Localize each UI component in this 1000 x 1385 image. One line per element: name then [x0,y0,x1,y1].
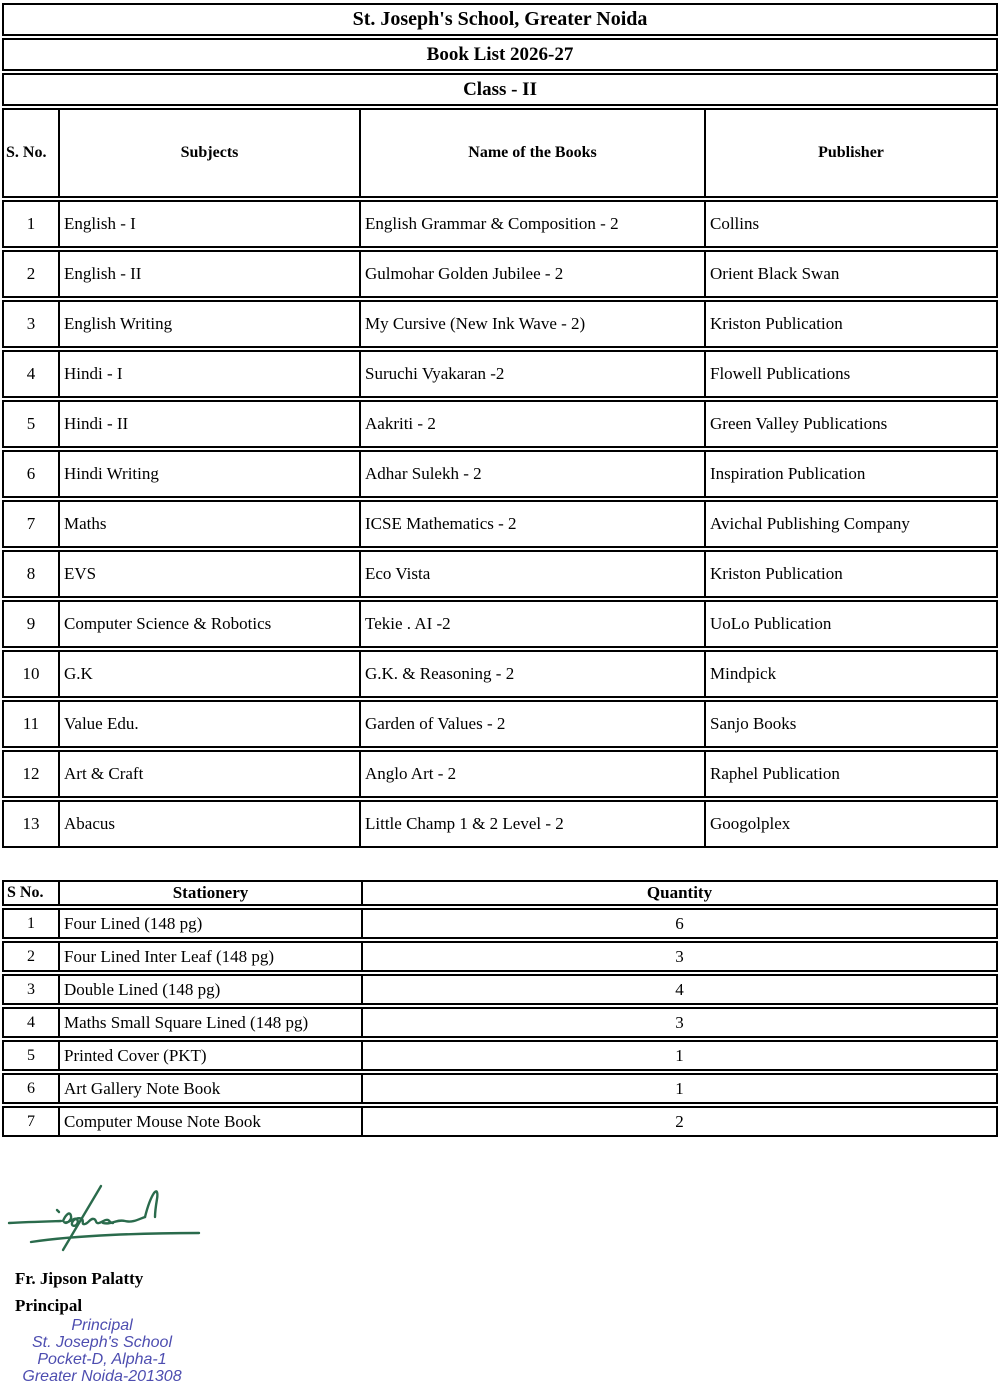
cell-book: Aakriti - 2 [360,400,705,448]
class-title-row [2,73,998,106]
header-book-name: Name of the Books [360,108,705,198]
cell-publisher: Avichal Publishing Company [705,500,998,548]
cell-item: Printed Cover (PKT) [59,1040,362,1071]
cell-publisher: Inspiration Publication [705,450,998,498]
header-publisher: Publisher [705,108,998,198]
cell-book: Tekie . AI -2 [360,600,705,648]
book-row [2,550,998,598]
cell-publisher: Flowell Publications [705,350,998,398]
book-row [2,600,998,648]
cell-book: English Grammar & Composition - 2 [360,200,705,248]
cell-publisher: Raphel Publication [705,750,998,798]
cell-book: Little Champ 1 & 2 Level - 2 [360,800,705,848]
cell-item: Art Gallery Note Book [59,1073,362,1104]
cell-item: Four Lined (148 pg) [59,908,362,939]
booklist-title: Book List 2026-27 [2,38,998,71]
cell-subject: Hindi Writing [59,450,360,498]
cell-sno: 2 [2,250,59,298]
cell-book: Anglo Art - 2 [360,750,705,798]
cell-book: My Cursive (New Ink Wave - 2) [360,300,705,348]
cell-publisher: Kriston Publication [705,550,998,598]
cell-sno: 12 [2,750,59,798]
stamp-line: Principal [71,1317,133,1334]
cell-sno: 6 [2,450,59,498]
cell-sno: 6 [2,1073,59,1104]
cell-subject: Value Edu. [59,700,360,748]
stationery-row [2,974,998,1005]
cell-sno: 9 [2,600,59,648]
cell-sno: 5 [2,1040,59,1071]
cell-sno: 4 [2,350,59,398]
school-name: St. Joseph's School, Greater Noida [2,3,998,36]
cell-sno: 5 [2,400,59,448]
header-sno: S. No. [2,108,59,198]
school-title-row [2,3,998,36]
booklist-title-row [2,38,998,71]
cell-book: ICSE Mathematics - 2 [360,500,705,548]
cell-sno: 11 [2,700,59,748]
stamp-line: Greater Noida-201308 [22,1368,182,1385]
stationery-row [2,1106,998,1137]
stamp-line: St. Joseph's School [31,1334,173,1351]
stationery-row [2,941,998,972]
book-row [2,250,998,298]
cell-publisher: Collins [705,200,998,248]
cell-subject: EVS [59,550,360,598]
cell-sno: 2 [2,941,59,972]
cell-qty: 4 [362,974,998,1005]
cell-qty: 1 [362,1040,998,1071]
cell-book: Eco Vista [360,550,705,598]
cell-sno: 1 [2,908,59,939]
cell-subject: Hindi - II [59,400,360,448]
cell-book: Garden of Values - 2 [360,700,705,748]
class-title: Class - II [2,73,998,106]
header-sno: S No. [2,880,59,906]
cell-subject: Art & Craft [59,750,360,798]
book-row [2,500,998,548]
cell-qty: 3 [362,1007,998,1038]
book-table-header-row [2,108,998,198]
cell-sno: 3 [2,974,59,1005]
stationery-row [2,1073,998,1104]
cell-book: Suruchi Vyakaran -2 [360,350,705,398]
cell-sno: 3 [2,300,59,348]
book-list-table [2,1,998,850]
cell-sno: 4 [2,1007,59,1038]
header-stationery: Stationery [59,880,362,906]
cell-qty: 1 [362,1073,998,1104]
cell-subject: Computer Science & Robotics [59,600,360,648]
cell-publisher: UoLo Publication [705,600,998,648]
book-row [2,800,998,848]
cell-publisher: Green Valley Publications [705,400,998,448]
cell-sno: 1 [2,200,59,248]
book-row [2,650,998,698]
book-row [2,400,998,448]
principal-stamp [7,1317,197,1385]
cell-item: Maths Small Square Lined (148 pg) [59,1007,362,1038]
cell-publisher: Orient Black Swan [705,250,998,298]
cell-sno: 7 [2,500,59,548]
cell-item: Computer Mouse Note Book [59,1106,362,1137]
book-row [2,700,998,748]
book-row [2,200,998,248]
principal-designation: Principal [15,1296,83,1315]
cell-qty: 6 [362,908,998,939]
stationery-row [2,1040,998,1071]
cell-sno: 8 [2,550,59,598]
cell-book: G.K. & Reasoning - 2 [360,650,705,698]
cell-book: Gulmohar Golden Jubilee - 2 [360,250,705,298]
cell-publisher: Sanjo Books [705,700,998,748]
book-row [2,450,998,498]
stamp-line: Pocket-D, Alpha-1 [37,1351,167,1368]
principal-signature [7,1183,207,1261]
cell-sno: 7 [2,1106,59,1137]
cell-subject: Hindi - I [59,350,360,398]
cell-subject: English - II [59,250,360,298]
stationery-header-row [2,880,998,906]
stationery-row [2,908,998,939]
cell-qty: 2 [362,1106,998,1137]
cell-publisher: Googolplex [705,800,998,848]
stationery-table [2,878,998,1139]
cell-publisher: Kriston Publication [705,300,998,348]
cell-item: Double Lined (148 pg) [59,974,362,1005]
cell-subject: Maths [59,500,360,548]
cell-subject: English - I [59,200,360,248]
cell-sno: 13 [2,800,59,848]
signoff-block [7,1183,267,1385]
book-row [2,750,998,798]
principal-name: Fr. Jipson Palatty [15,1269,144,1288]
cell-qty: 3 [362,941,998,972]
header-quantity: Quantity [362,880,998,906]
book-row [2,350,998,398]
cell-book: Adhar Sulekh - 2 [360,450,705,498]
stationery-row [2,1007,998,1038]
cell-sno: 10 [2,650,59,698]
header-subjects: Subjects [59,108,360,198]
book-row [2,300,998,348]
cell-subject: Abacus [59,800,360,848]
cell-item: Four Lined Inter Leaf (148 pg) [59,941,362,972]
cell-publisher: Mindpick [705,650,998,698]
cell-subject: English Writing [59,300,360,348]
cell-subject: G.K [59,650,360,698]
